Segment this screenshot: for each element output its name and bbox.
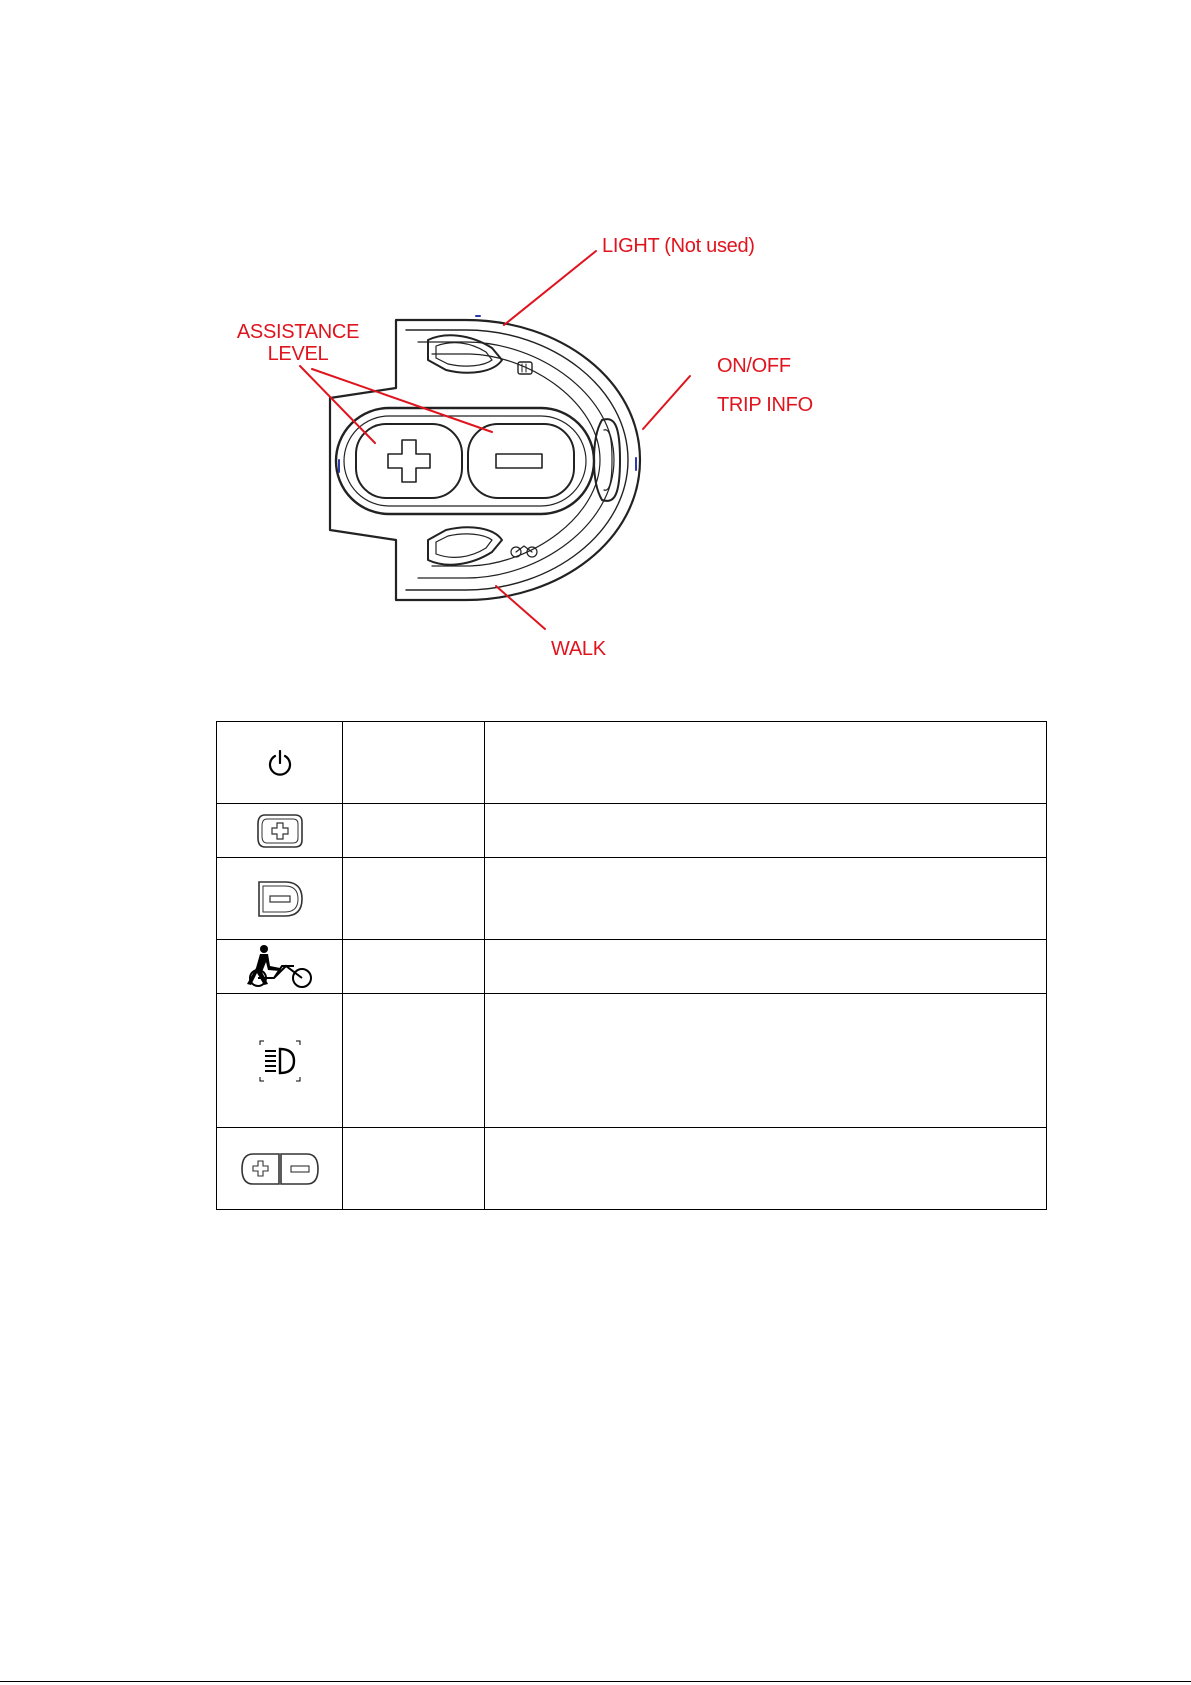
- leader-assist-minus: [312, 369, 492, 432]
- walk-button-shape: [428, 527, 537, 564]
- page-footer-rule: [0, 1681, 1191, 1682]
- table-cell-name: [343, 940, 485, 994]
- callout-walk: WALK: [551, 638, 606, 660]
- leader-light: [504, 251, 596, 325]
- callout-light: LIGHT (Not used): [602, 235, 755, 257]
- table-cell-description: [485, 858, 1047, 940]
- control-unit-diagram: [0, 0, 1191, 710]
- table-cell-icon: [217, 940, 343, 994]
- power-icon: [267, 748, 293, 778]
- table-row: [217, 804, 1047, 858]
- table-cell-icon: [217, 858, 343, 940]
- table-cell-description: [485, 722, 1047, 804]
- minus-button-icon: [255, 878, 305, 920]
- table-cell-description: [485, 1128, 1047, 1210]
- table-row: [217, 940, 1047, 994]
- table-cell-icon: [217, 994, 343, 1128]
- table-cell-name: [343, 804, 485, 858]
- plus-minus-buttons-icon: [239, 1151, 321, 1187]
- headlight-icon: [256, 1037, 304, 1085]
- callout-assistance-level: ASSISTANCE LEVEL: [236, 321, 360, 365]
- table-cell-name: [343, 1128, 485, 1210]
- table-cell-description: [485, 940, 1047, 994]
- onoff-button-shape: [594, 419, 620, 501]
- callout-on-off: ON/OFF: [717, 355, 791, 377]
- table-row: [217, 1128, 1047, 1210]
- table-cell-description: [485, 994, 1047, 1128]
- button-function-table: [216, 721, 1047, 1210]
- table-cell-name: [343, 994, 485, 1128]
- table-cell-name: [343, 858, 485, 940]
- table-cell-name: [343, 722, 485, 804]
- table-cell-icon: [217, 722, 343, 804]
- table-row: [217, 722, 1047, 804]
- table-row: [217, 994, 1047, 1128]
- leader-onoff: [643, 376, 690, 429]
- table-row: [217, 858, 1047, 940]
- table-cell-icon: [217, 804, 343, 858]
- plus-button-icon: [255, 812, 305, 850]
- walk-bicycle-icon: [242, 944, 318, 990]
- table-cell-description: [485, 804, 1047, 858]
- callout-trip-info: TRIP INFO: [717, 394, 813, 416]
- assist-pill-shape: [336, 408, 594, 514]
- table-cell-icon: [217, 1128, 343, 1210]
